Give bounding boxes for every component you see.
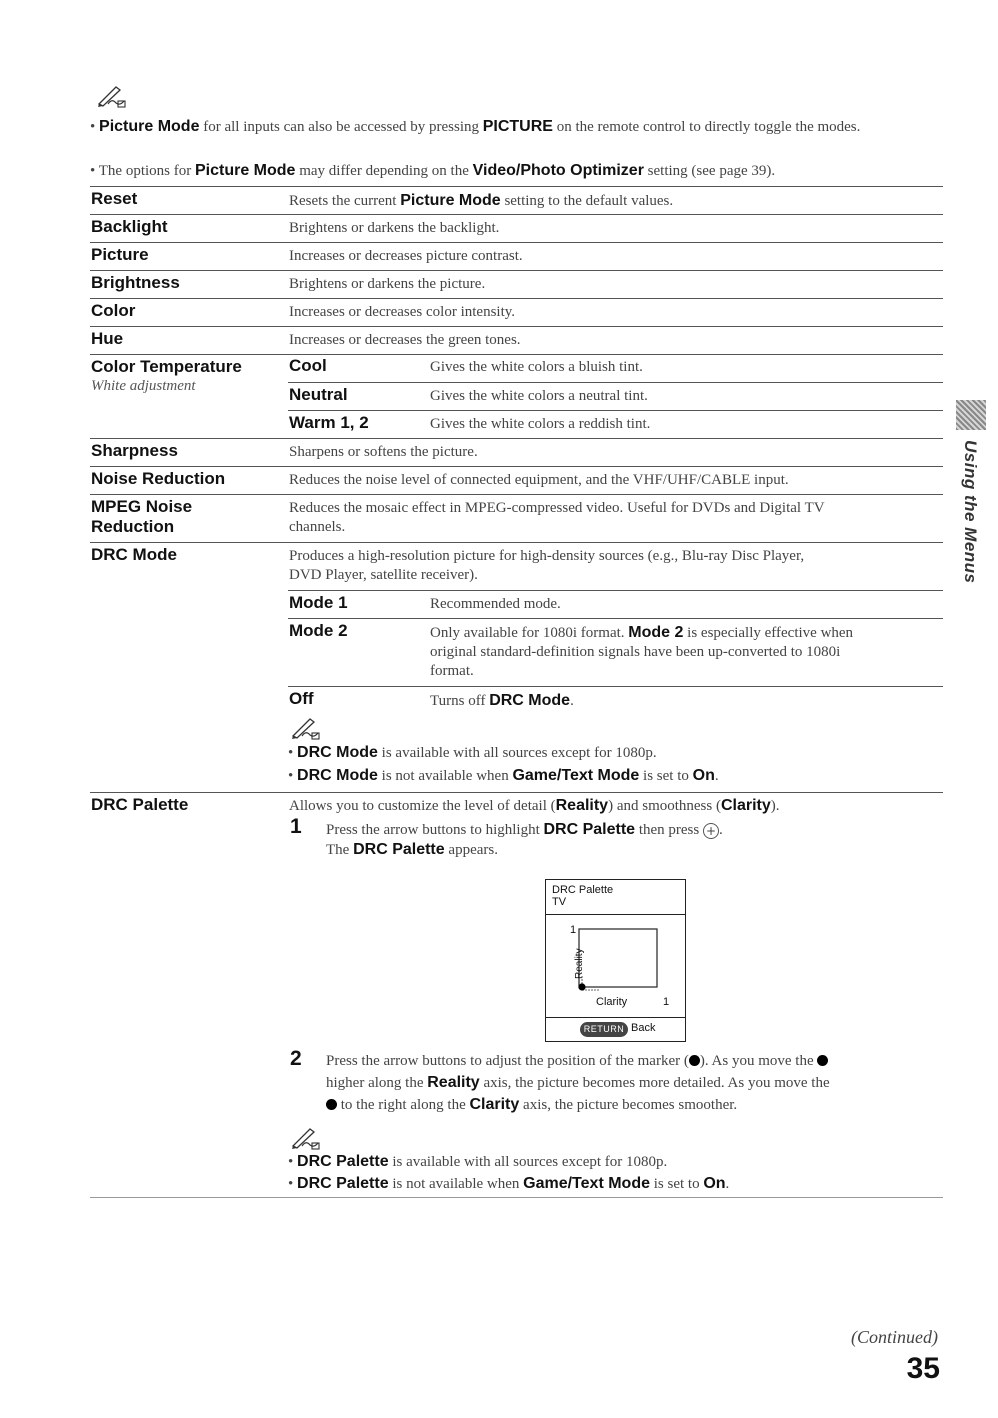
step-1-text: Press the arrow buttons to highlight DRC Palette then press + . The DRC Palette appears. (326, 821, 723, 858)
row-reset: Reset Resets the current Picture Mode setting to the default values. (90, 186, 943, 215)
step-2-text: Press the arrow buttons to adjust the position of the marker ( ). As you move the higher along the Reality axis, the picture becomes more detailed. As you move the to the right along the Clarity axis, the picture becomes smoother. (326, 1053, 830, 1113)
row-drc-palette: DRC Palette (90, 792, 943, 795)
palette-marker[interactable] (578, 983, 585, 990)
section-end-rule (90, 1197, 943, 1198)
page-number: 35 (906, 1352, 940, 1385)
section-tab-marker (956, 400, 986, 430)
note-drc-palette-game-text: • DRC Palette is not available when Game/Text Mode is set to On. (288, 1175, 730, 1192)
marker-dot-icon (689, 1055, 700, 1066)
screen-header (546, 880, 685, 915)
row-hue: Hue Increases or decreases the green tones. (90, 326, 943, 355)
back-label: Back (631, 1022, 656, 1034)
screen-subtitle: TV (552, 896, 567, 908)
marker-dot-icon (326, 1099, 337, 1110)
drc-palette-screen (545, 879, 686, 1042)
row-sharpness: Sharpness Sharpens or softens the picture. (90, 438, 943, 467)
option-neutral: Neutral Gives the white colors a neutral tint. (288, 382, 943, 411)
return-button[interactable]: RETURN (580, 1022, 628, 1037)
x-axis-label: Clarity (596, 996, 628, 1008)
option-cool: Cool Gives the white colors a bluish tint. (289, 356, 643, 375)
step-2-number: 2 (290, 1047, 302, 1070)
marker-dot-icon (817, 1055, 828, 1066)
row-noise-reduction: Noise Reduction Reduces the noise level of connected equipment, and the VHF/UHF/CABLE input. (90, 466, 943, 495)
option-off: Off Turns off DRC Mode. (288, 686, 943, 715)
y-axis-label: Reality (574, 948, 585, 979)
screen-footer (546, 1017, 685, 1041)
row-color-temperature: Color Temperature (90, 354, 943, 439)
continued-label: (Continued) (851, 1327, 938, 1347)
note-drc-mode-available: • DRC Mode is available with all sources except for 1080p. (288, 744, 657, 761)
option-mode-1: Mode 1 Recommended mode. (288, 590, 943, 619)
row-drc-mode: DRC Mode Produces a high-resolution picture for high-density sources (e.g., Blu-ray Disc Player, DVD Player, satellite receiver). (90, 542, 943, 791)
note-drc-mode-game-text: • DRC Mode is not available when Game/Text Mode is set to On. (288, 767, 719, 784)
y-axis-max: 1 (570, 924, 577, 936)
option-mode-2: Mode 2 Only available for 1080i format. Mode 2 is especially effective when original standard-definition signals have been up-converted to 1080i format. (288, 618, 943, 687)
row-color: Color Increases or decreases color intensity. (90, 298, 943, 327)
note-picture-mode-toggle: • Picture Mode for all inputs can also be accessed by pressing PICTURE on the remote control to directly toggle the modes. (90, 118, 861, 135)
note-pencil-icon (290, 1126, 320, 1150)
screen-title: DRC Palette (552, 884, 614, 896)
note-pencil-icon (96, 84, 126, 108)
row-picture: Picture Increases or decreases picture contrast. (90, 242, 943, 271)
option-warm: Warm 1, 2 Gives the white colors a reddish tint. (288, 410, 943, 439)
enter-button-icon: + (703, 823, 719, 839)
note-pencil-icon (290, 716, 320, 740)
drc-palette-intro: Allows you to customize the level of detail (Reality) and smoothness (Clarity). (289, 797, 780, 814)
row-mpeg-noise-reduction: MPEG Noise Reduction Reduces the mosaic effect in MPEG-compressed video. Useful for DVDs and Digital TV channels. (90, 494, 943, 543)
row-brightness: Brightness Brightens or darkens the picture. (90, 270, 943, 299)
note-drc-palette-available: • DRC Palette is available with all sources except for 1080p. (288, 1153, 668, 1170)
section-tab-label: Using the Menus (961, 440, 980, 584)
palette-plot-area (579, 929, 657, 987)
x-axis-max: 1 (663, 996, 670, 1008)
color-temperature-sublabel: White adjustment (91, 378, 196, 394)
step-1-number: 1 (290, 815, 302, 838)
note-picture-mode-options: • The options for Picture Mode may differ depending on the Video/Photo Optimizer setting (see page 39). (90, 162, 776, 179)
row-backlight: Backlight Brightens or darkens the backlight. (90, 214, 943, 243)
palette-graph[interactable] (546, 915, 685, 1017)
